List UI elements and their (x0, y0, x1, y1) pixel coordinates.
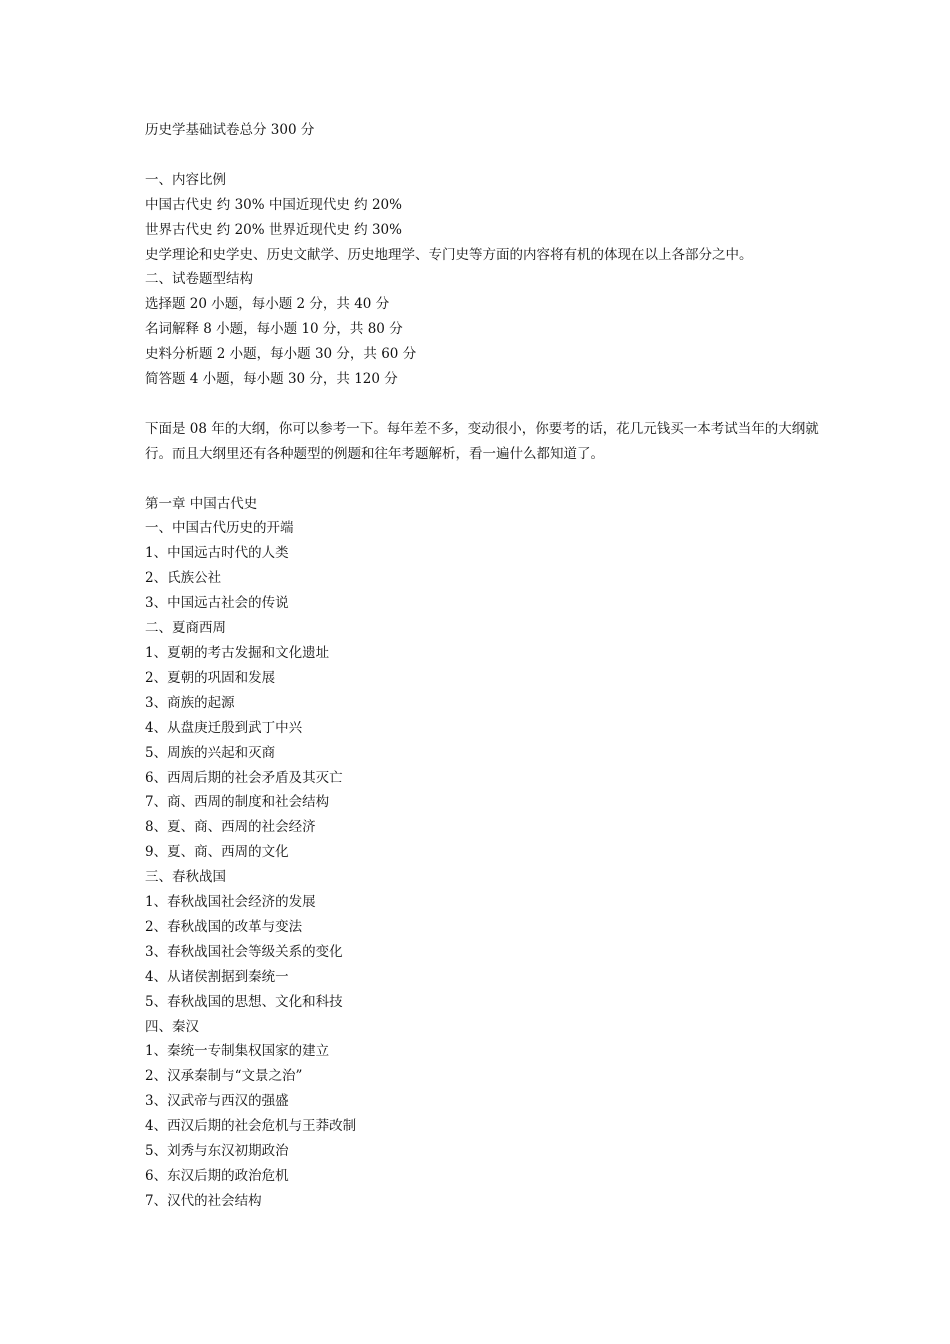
outline-item: 1、春秋战国社会经济的发展 (145, 894, 316, 911)
outline-item: 9、夏、商、西周的文化 (145, 844, 289, 861)
outline-item: 3、商族的起源 (145, 694, 235, 711)
outline-item: 5、周族的兴起和灭商 (145, 744, 276, 761)
outline-item: 7、商、西周的制度和社会结构 (145, 794, 330, 811)
spacer (145, 143, 825, 168)
outline-item: 7、汉代的社会结构 (145, 1192, 262, 1209)
section-heading-question-structure: 二、试卷题型结构 (145, 271, 253, 288)
ratio-line: 世界古代史 约 20% 世界近现代史 约 30% (145, 221, 402, 238)
outline-item: 2、春秋战国的改革与变法 (145, 918, 303, 935)
ratio-line: 史学理论和史学史、历史文献学、历史地理学、专门史等方面的内容将有机的体现在以上各部分之中。 (145, 246, 753, 263)
outline-item: 6、西周后期的社会矛盾及其灭亡 (145, 769, 343, 786)
structure-line: 名词解释 8 小题，每小题 10 分，共 80 分 (145, 321, 403, 338)
part-heading: 二、夏商西周 (145, 620, 226, 637)
outline-item: 8、夏、商、西周的社会经济 (145, 819, 316, 836)
outline-item: 4、西汉后期的社会危机与王莽改制 (145, 1118, 357, 1135)
structure-line: 史料分析题 2 小题，每小题 30 分，共 60 分 (145, 346, 417, 363)
chapter-title: 第一章 中国古代史 (145, 495, 258, 512)
part-heading: 一、中国古代历史的开端 (145, 520, 294, 537)
outline-item: 2、汉承秦制与“文景之治” (145, 1068, 303, 1085)
outline-item: 1、中国远古时代的人类 (145, 545, 289, 562)
outline-item: 3、春秋战国社会等级关系的变化 (145, 943, 343, 960)
outline-item: 5、刘秀与东汉初期政治 (145, 1143, 289, 1160)
part-heading: 四、秦汉 (145, 1018, 199, 1035)
outline-item: 5、春秋战国的思想、文化和科技 (145, 993, 343, 1010)
part-heading: 三、春秋战国 (145, 869, 226, 886)
outline-item: 3、汉武帝与西汉的强盛 (145, 1093, 289, 1110)
outline-item: 1、夏朝的考古发掘和文化遗址 (145, 644, 330, 661)
syllabus-note: 下面是 08 年的大纲，你可以参考一下。每年差不多，变动很小，你要考的话，花几元钱买一本考试当年的大纲就行。而且大纲里还有各种题型的例题和往年考题解析，看一遍什么都知道了。 (145, 420, 819, 462)
outline-item: 3、中国远古社会的传说 (145, 595, 289, 612)
outline-item: 2、夏朝的巩固和发展 (145, 669, 276, 686)
document-body (145, 118, 825, 1214)
spacer (145, 467, 825, 492)
document-title: 历史学基础试卷总分 300 分 (145, 122, 315, 138)
outline-item: 2、氏族公社 (145, 570, 222, 587)
spacer (145, 392, 825, 417)
outline-item: 4、从诸侯割据到秦统一 (145, 968, 289, 985)
ratio-line: 中国古代史 约 30% 中国近现代史 约 20% (145, 196, 402, 213)
outline-item: 1、秦统一专制集权国家的建立 (145, 1043, 330, 1060)
outline-item: 6、东汉后期的政治危机 (145, 1168, 289, 1185)
outline-item: 4、从盘庚迁殷到武丁中兴 (145, 719, 303, 736)
structure-line: 选择题 20 小题，每小题 2 分，共 40 分 (145, 296, 390, 313)
structure-line: 简答题 4 小题，每小题 30 分，共 120 分 (145, 371, 398, 388)
section-heading-content-ratio: 一、内容比例 (145, 171, 226, 188)
